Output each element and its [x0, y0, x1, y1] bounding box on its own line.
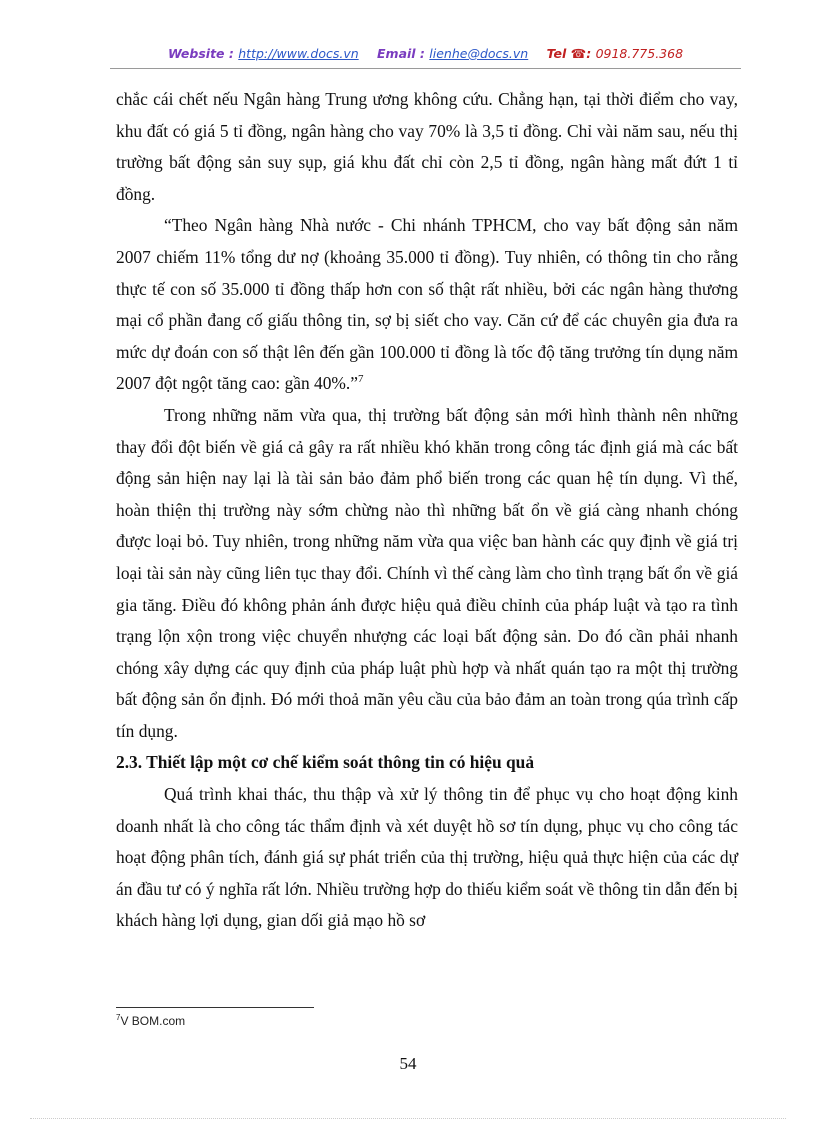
page-bottom-border: [30, 1118, 786, 1119]
page-number: 54: [399, 1054, 417, 1073]
page-body: [116, 84, 738, 937]
section-heading: 2.3. Thiết lập một cơ chế kiểm soát thông tin có hiệu quả: [116, 752, 535, 773]
footnote-divider: [116, 1007, 314, 1008]
paragraph-4: Quá trình khai thác, thu thập và xử lý thông tin để phục vụ cho hoạt động kinh doanh nhất là cho công tác thẩm định và xét duyệt hồ sơ tín dụng, phục vụ cho công tác hoạt động phân tích, đánh giá sự phát triển của thị trường, hiệu quả thực hiện của các dự án đầu tư có ý nghĩa rất lớn. Nhiều trường hợp do thiếu kiểm soát về thông tin dẫn đến bị khách hàng lợi dụng, gian dối giả mạo hồ sơ: [116, 784, 738, 931]
tel-label: Tel ☎:: [546, 46, 592, 61]
paragraph-3: Trong những năm vừa qua, thị trường bất động sản mới hình thành nên những thay đổi đột biến về giá cả gây ra rất nhiều khó khăn trong công tác định giá mà các bất động sản hiện nay lại là tài sản bảo đảm phổ biến trong các quan hệ tín dụng. Vì thế, hoàn thiện thị trường này sớm chừng nào thì những bất ổn về giá càng nhanh chóng được loại bỏ. Tuy nhiên, trong những năm vừa qua việc ban hành các quy định về giá trị loại tài sản này cũng liên tục thay đổi. Chính vì thế càng làm cho tình trạng bất ổn về giá gia tăng. Điều đó không phản ánh được hiệu quả điều chỉnh của pháp luật và tạo ra tình trạng lộn xộn trong việc chuyển nhượng các loại bất động sản. Do đó cần phải nhanh chóng xây dựng các quy định của pháp luật phù hợp và nhất quán tạo ra một thị trường bất động sản ổn định. Đó mới thoả mãn yêu cầu của bảo đảm an toàn trong qúa trình cấp tín dụng.: [116, 404, 738, 741]
website-link[interactable]: http://www.docs.vn: [238, 46, 359, 61]
footnote-text: V BOM.com: [120, 1014, 186, 1028]
header-divider: [110, 68, 741, 69]
footnote-number: 7: [116, 1013, 121, 1022]
email-label: Email :: [377, 46, 425, 61]
footnote-reference[interactable]: 7: [357, 373, 364, 386]
page-header: [110, 46, 741, 68]
footnote: [116, 1014, 185, 1028]
paragraph-1: chắc cái chết nếu Ngân hàng Trung ương không cứu. Chẳng hạn, tại thời điểm cho vay, khu đất có giá 5 tỉ đồng, ngân hàng cho vay 70% là 3,5 tỉ đồng. Chỉ vài năm sau, nếu thị trường bất động sản suy sụp, giá khu đất chỉ còn 2,5 tỉ đồng, ngân hàng mất đứt 1 tỉ đồng.: [116, 89, 738, 204]
email-link[interactable]: lienhe@docs.vn: [429, 46, 529, 61]
paragraph-2-text: “Theo Ngân hàng Nhà nước - Chi nhánh TPHCM, cho vay bất động sản năm 2007 chiếm 11% tổng dư nợ (khoảng 35.000 tỉ đồng). Tuy nhiên, có thông tin cho rằng thực tế con số 35.000 tỉ đồng thấp hơn con số thật rất nhiều, bởi các ngân hàng thương mại cổ phần đang cố giấu thông tin, sợ bị siết cho vay. Căn cứ để các chuyên gia đưa ra mức dự đoán con số thật lên đến gần 100.000 tỉ đồng là tốc độ tăng trưởng tín dụng năm 2007 đột ngột tăng cao: gần 40%.”: [116, 215, 738, 394]
paragraph-2: [116, 210, 738, 400]
tel-number: 0918.775.368: [595, 46, 684, 61]
website-label: Website :: [167, 46, 234, 61]
